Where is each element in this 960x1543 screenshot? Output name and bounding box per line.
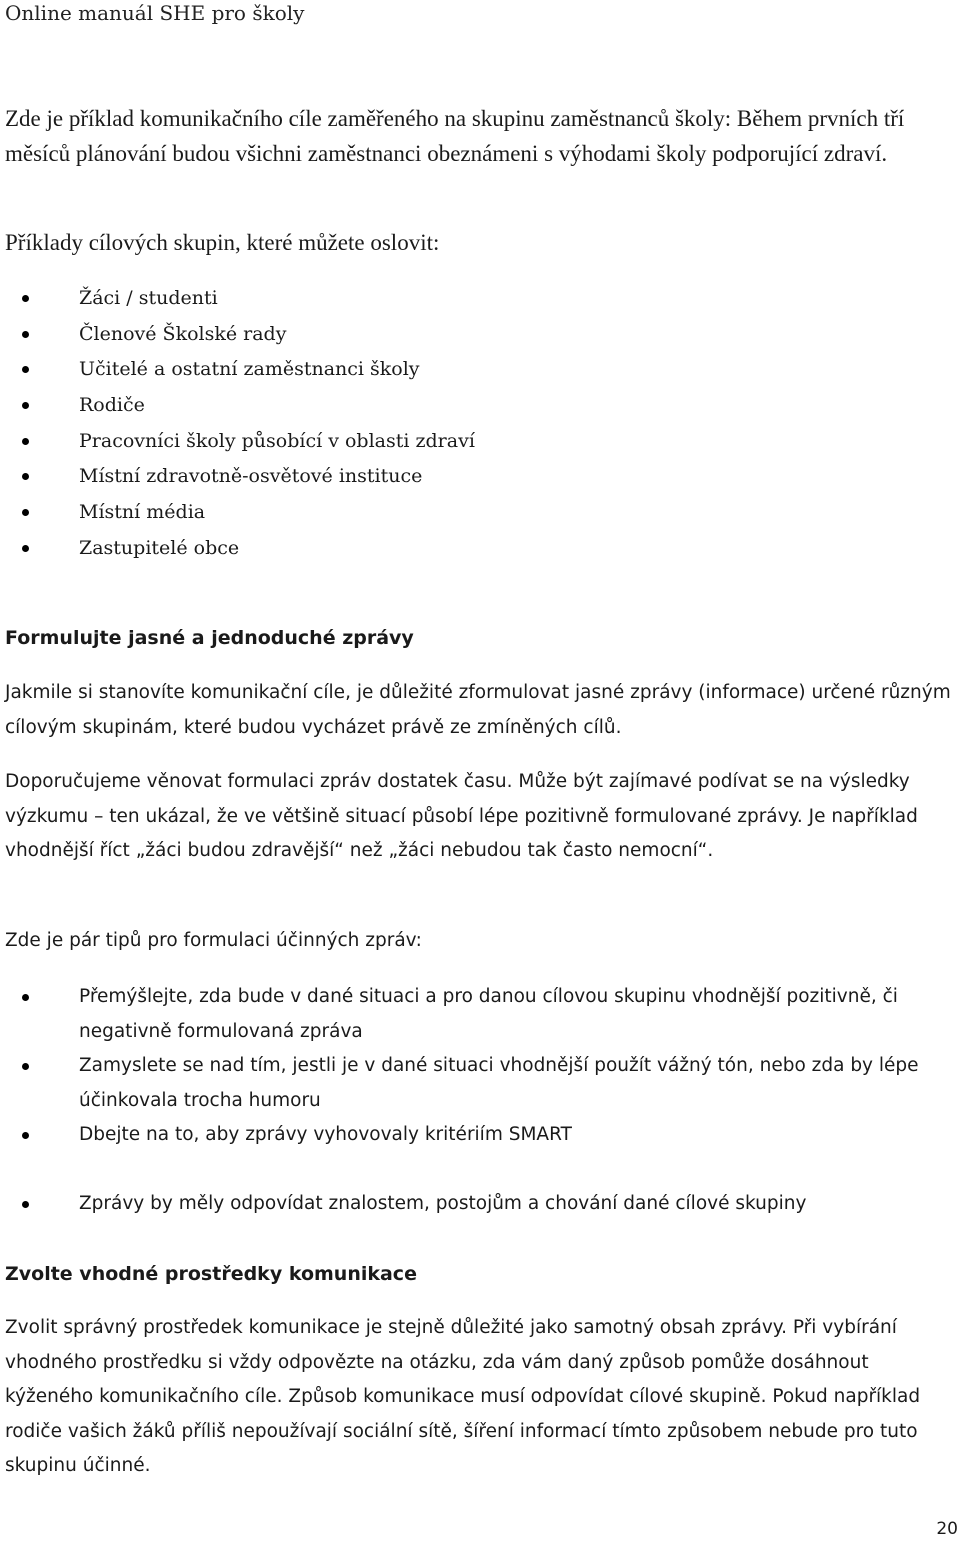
list-item: Pracovníci školy působící v oblasti zdraví — [5, 424, 955, 460]
page-number: 20 — [936, 1519, 958, 1539]
section-heading-messages: Formulujte jasné a jednoduché zprávy — [5, 627, 414, 649]
list-item: Místní média — [5, 495, 955, 531]
messages-paragraph-2: Doporučujeme věnovat formulaci zpráv dostatek času. Může být zajímavé podívat se na výsledky výzkumu – ten ukázal, že ve většině situací působí lépe pozitivně formulované zprávy. Je například vhodnější říct „žáci budou zdravější“ než „žáci nebudou tak často nemocní“. — [5, 771, 918, 861]
list-item: Místní zdravotně-osvětové instituce — [5, 459, 955, 495]
document-header: Online manuál SHE pro školy — [5, 1, 305, 25]
tips-list — [5, 980, 955, 1221]
target-groups-title: Příklady cílových skupin, které můžete oslovit: — [5, 230, 440, 255]
list-item: Zamyslete se nad tím, jestli je v dané situaci vhodnější použít vážný tón, nebo zda by lépe účinkovala trocha humoru — [5, 1049, 955, 1118]
intro-paragraph: Zde je příklad komunikačního cíle zaměřeného na skupinu zaměstnanců školy: Během prvních tří měsíců plánování budou všichni zaměstnanci obeznámeni s výhodami školy podporující zdraví. — [5, 106, 905, 166]
messages-paragraph-1: Jakmile si stanovíte komunikační cíle, je důležité zformulovat jasné zprávy (informace) určené různým cílovým skupinám, které budou vycházet právě ze zmíněných cílů. — [5, 682, 951, 738]
list-item: Členové Školské rady — [5, 317, 955, 353]
channels-paragraph: Zvolit správný prostředek komunikace je stejně důležité jako samotný obsah zprávy. Při vybírání vhodného prostředku si vždy odpovězte na otázku, zda vám daný způsob pomůže dosáhnout kýženého komunikačního cíle. Způsob komunikace musí odpovídat cílové skupině. Pokud například rodiče vašich žáků příliš nepoužívají sociální sítě, šíření informací tímto způsobem nebude pro tuto skupinu účinné. — [5, 1317, 921, 1476]
tips-title: Zde je pár tipů pro formulaci účinných zpráv: — [5, 930, 422, 951]
list-item: Dbejte na to, aby zprávy vyhovovaly kritériím SMART — [5, 1118, 955, 1153]
list-item: Učitelé a ostatní zaměstnanci školy — [5, 352, 955, 388]
list-item: Zprávy by měly odpovídat znalostem, postojům a chování dané cílové skupiny — [5, 1187, 955, 1222]
list-item: Žáci / studenti — [5, 281, 955, 317]
target-groups-list — [5, 281, 955, 567]
list-item: Rodiče — [5, 388, 955, 424]
list-item: Přemýšlejte, zda bude v dané situaci a pro danou cílovou skupinu vhodnější pozitivně, či negativně formulovaná zpráva — [5, 980, 955, 1049]
list-item: Zastupitelé obce — [5, 531, 955, 567]
section-heading-channels: Zvolte vhodné prostředky komunikace — [5, 1263, 417, 1285]
